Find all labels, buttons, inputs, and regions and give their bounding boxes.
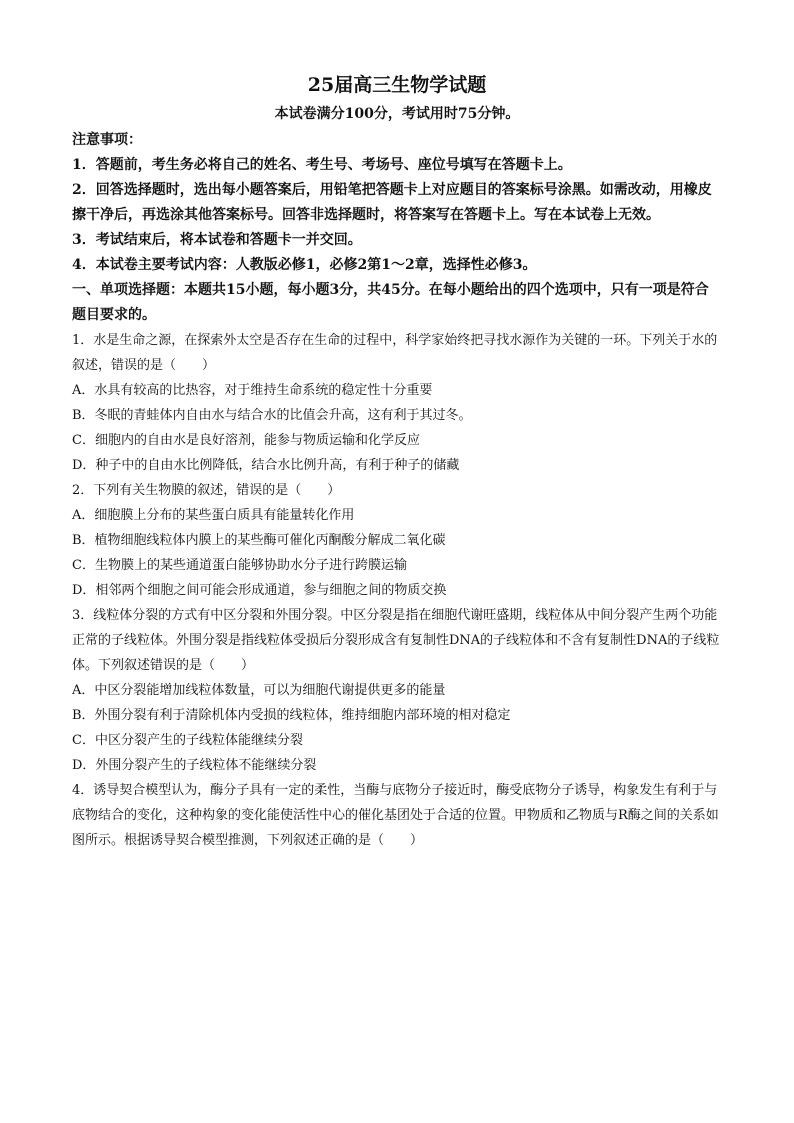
- question-stem: 1．水是生命之源，在探索外太空是否存在生命的过程中，科学家始终把寻找水源作为关键的一环。下列关于水的叙述，错误的是（ ）: [72, 333, 718, 373]
- question-stem: 3．线粒体分裂的方式有中区分裂和外围分裂。中区分裂是指在细胞代谢旺盛期，线粒体从中间分裂产生两个功能正常的子线粒体。外围分裂是指线粒体受损后分裂形成含有复制性DNA的子线粒体和不含有复制性DNA的子线粒体。下列叙述错误的是（ ）: [72, 608, 720, 673]
- note-item: 3．考试结束后，将本试卷和答题卡一并交回。: [72, 232, 362, 248]
- exam-title: 25届高三生物学试题: [307, 74, 487, 96]
- note-item: 2．回答选择题时，选出每小题答案后，用铅笔把答题卡上对应题目的答案标号涂黑。如需改动，用橡皮擦干净后，再选涂其他答案标号。回答非选择题时，将答案写在答题卡上。写在本试卷上无效。: [72, 182, 712, 223]
- note-item: 1．答题前，考生务必将自己的姓名、考生号、考场号、座位号填写在答题卡上。: [72, 157, 572, 173]
- question-4: [72, 778, 722, 853]
- exam-subtitle: 本试卷满分100分，考试用时75分钟。: [274, 106, 520, 122]
- option-c: C．中区分裂产生的子线粒体能继续分裂: [72, 733, 303, 748]
- notes-section: [72, 128, 722, 278]
- option-d: D．相邻两个细胞之间可能会形成通道，参与细胞之间的物质交换: [72, 583, 447, 598]
- option-b: B．植物细胞线粒体内膜上的某些酶可催化丙酮酸分解成二氧化碳: [72, 533, 446, 548]
- question-2: [72, 478, 722, 603]
- question-stem: 4．诱导契合模型认为，酶分子具有一定的柔性，当酶与底物分子接近时，酶受底物分子诱导，构象发生有利于与底物结合的变化，这种构象的变化能使活性中心的催化基团处于合适的位置。甲物质和乙物质与R酶之间的关系如图所示。根据诱导契合模型推测，下列叙述正确的是（ ）: [72, 783, 719, 848]
- question-stem: 2．下列有关生物膜的叙述，错误的是（ ）: [72, 483, 341, 498]
- option-c: C．生物膜上的某些通道蛋白能够协助水分子进行跨膜运输: [72, 558, 407, 573]
- option-a: A．中区分裂能增加线粒体数量，可以为细胞代谢提供更多的能量: [72, 683, 446, 698]
- option-d: D．种子中的自由水比例降低，结合水比例升高，有利于种子的储藏: [72, 458, 460, 473]
- question-3: [72, 603, 722, 778]
- option-a: A．水具有较高的比热容，对于维持生命系统的稳定性十分重要: [72, 383, 433, 398]
- option-d: D．外围分裂产生的子线粒体不能继续分裂: [72, 758, 317, 773]
- option-c: C．细胞内的自由水是良好溶剂，能参与物质运输和化学反应: [72, 433, 420, 448]
- option-a: A．细胞膜上分布的某些蛋白质具有能量转化作用: [72, 508, 355, 523]
- question-1: [72, 328, 722, 478]
- note-item: 4．本试卷主要考试内容：人教版必修1，必修2第1～2章，选择性必修3。: [72, 257, 537, 273]
- section-heading: 一、单项选择题：本题共15小题，每小题3分，共45分。在每小题给出的四个选项中，只有一项是符合题目要求的。: [72, 282, 709, 323]
- notes-heading: 注意事项：: [72, 132, 142, 148]
- option-b: B．外围分裂有利于清除机体内受损的线粒体，维持细胞内部环境的相对稳定: [72, 708, 511, 723]
- option-b: B．冬眠的青蛙体内自由水与结合水的比值会升高，这有利于其过冬。: [72, 408, 472, 423]
